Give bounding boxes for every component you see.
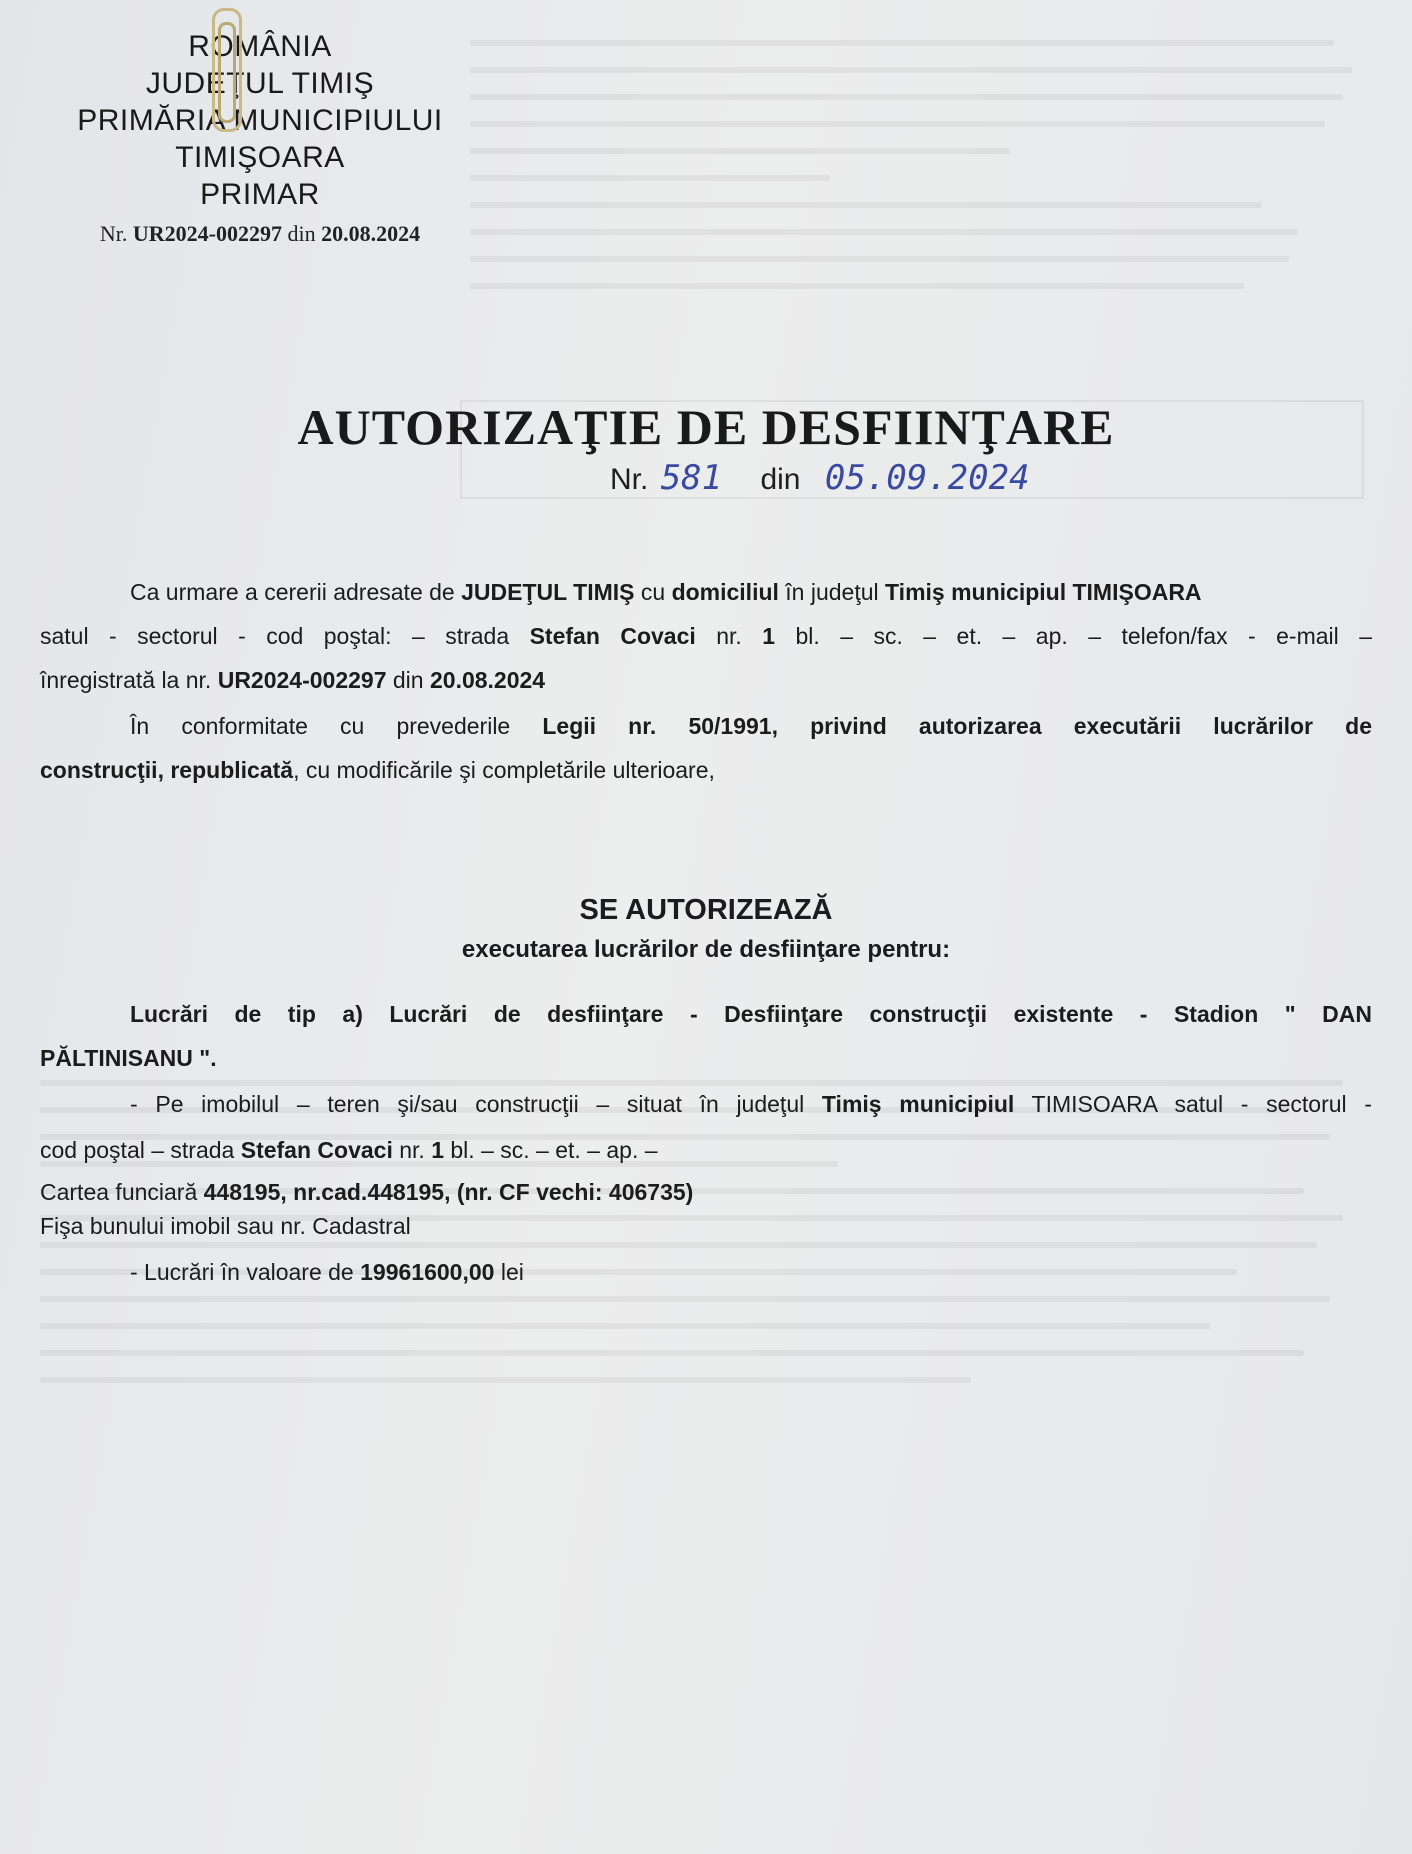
works-description-line-2: PĂLTINISANU ".: [40, 1045, 217, 1071]
document-number-line: Nr. 581 din 05.09.2024: [610, 458, 1030, 498]
header-reference-number: UR2024-002297: [132, 221, 282, 246]
header-role: PRIMAR: [200, 178, 320, 211]
document-title: AUTORIZAŢIE DE DESFIINŢARE: [297, 399, 1115, 455]
header-institution: PRIMĂRIA MUNICIPIULUI: [77, 104, 443, 137]
property-line-2: cod poştal – strada Stefan Covaci nr. 1 bl. – sc. – et. – ap. –: [40, 1137, 658, 1163]
works-value-line: - Lucrări în valoare de 19961600,00 lei: [130, 1259, 524, 1285]
handwritten-number: 581: [660, 458, 723, 498]
show-through-text-bottom: [40, 1080, 1370, 1404]
issuer-header: [60, 28, 460, 247]
property-line-1: - Pe imobilul – teren şi/sau construcţii – situat în judeţul Timiş municipiul TIMISOARA satul - sectorul -: [130, 1091, 1372, 1117]
works-description-line-1: Lucrări de tip a) Lucrări de desfiinţare - Desfiinţare construcţii existente - Stadion " DAN: [130, 1001, 1372, 1027]
legal-basis-line-2: construcţii, republicată, cu modificările şi completările ulterioare,: [40, 757, 715, 783]
header-reference: Nr. UR2024-002297 din 20.08.2024: [99, 221, 421, 246]
request-line-1: Ca urmare a cererii adresate de JUDEŢUL TIMIŞ cu domiciliul în judeţul Timiş municipiul TIMIŞOARA: [130, 579, 1202, 605]
land-registry-line: Cartea funciară 448195, nr.cad.448195, (nr. CF vechi: 406735): [40, 1179, 694, 1205]
request-line-2: satul - sectorul - cod poştal: – strada Stefan Covaci nr. 1 bl. – sc. – et. – ap. – telefon/fax - e-mail –: [40, 623, 1372, 649]
header-country: ROMÂNIA: [188, 30, 332, 63]
authorize-subheading: executarea lucrărilor de desfiinţare pentru:: [461, 936, 951, 963]
authorize-heading: SE AUTORIZEAZĂ: [579, 894, 833, 926]
cadastral-line: Fişa bunului imobil sau nr. Cadastral: [40, 1213, 411, 1239]
paperclip-inner: [218, 22, 236, 123]
request-line-3: înregistrată la nr. UR2024-002297 din 20.08.2024: [40, 667, 546, 693]
handwritten-date: 05.09.2024: [824, 458, 1030, 498]
show-through-text: [470, 40, 1370, 310]
header-county: JUDEŢUL TIMIŞ: [145, 67, 375, 100]
works-value: 19961600,00: [360, 1259, 495, 1285]
header-city: TIMIŞOARA: [175, 141, 345, 174]
legal-basis-line-1: În conformitate cu prevederile Legii nr. 50/1991, privind autorizarea executării lucrărilor de: [130, 713, 1372, 739]
header-reference-date: 20.08.2024: [321, 221, 421, 246]
